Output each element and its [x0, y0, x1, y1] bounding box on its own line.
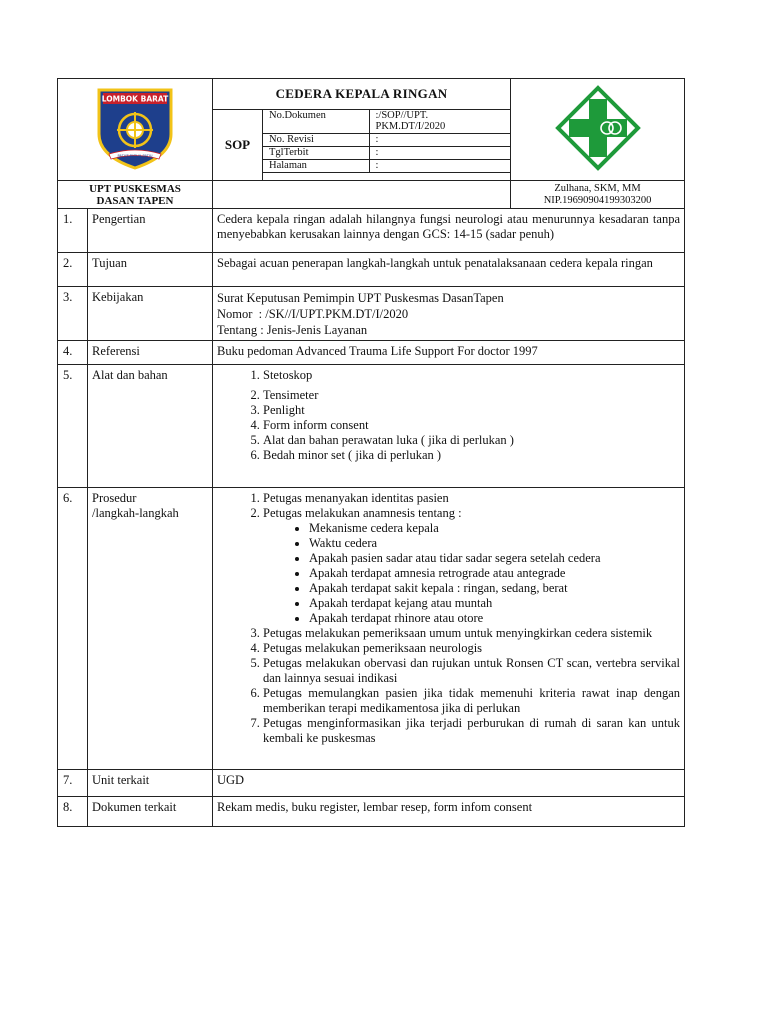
doc-info-value: :: [369, 160, 510, 173]
bullet-item: • Mekanisme cedera kepala: [309, 521, 680, 536]
procedure-step-text: Petugas melakukan anamnesis tentang :: [263, 506, 462, 520]
section-row: [58, 365, 685, 488]
procedure-step: 7. Petugas menginformasikan jika terjadi perburukan di rumah di saran kan untuk kembali ke puskesmas: [263, 716, 680, 746]
section-content: UGD: [213, 770, 685, 797]
section-number: 3.: [58, 287, 88, 341]
doc-info-table: [263, 110, 510, 173]
section-number: 2.: [58, 253, 88, 287]
bullet-item: • Apakah terdapat sakit kepala : ringan, sedang, berat: [309, 581, 680, 596]
section-row: [58, 287, 685, 341]
procedure-list: [217, 491, 680, 746]
section-label: Referensi: [88, 341, 213, 365]
doc-info-label: No.Dokumen: [263, 110, 369, 134]
section-label: Dokumen terkait: [88, 797, 213, 827]
procedure-step: [263, 506, 680, 626]
section-row: [58, 253, 685, 287]
section-label: Pengertian: [88, 209, 213, 253]
signer-nip: NIP.19690904199303200: [543, 194, 652, 206]
bullet-item: • Apakah terdapat amnesia retrograde atau antegrade: [309, 566, 680, 581]
blank-cell: [213, 181, 511, 209]
sop-label: SOP: [213, 110, 263, 181]
header-table: [57, 78, 685, 209]
section-row: [58, 488, 685, 770]
section-label: Kebijakan: [88, 287, 213, 341]
equipment-list: [217, 368, 680, 463]
section-content: Cedera kepala ringan adalah hilangnya fungsi neurologi atau menurunnya kesadaran tanpa menyebabkan kerusakan lainnya dengan GCS: 14-15 (sadar penuh): [213, 209, 685, 253]
section-number: 8.: [58, 797, 88, 827]
puskesmas-logo: [555, 85, 641, 171]
section-content: Buku pedoman Advanced Trauma Life Support For doctor 1997: [213, 341, 685, 365]
lombok-barat-logo: [95, 86, 175, 170]
procedure-step: 4. Petugas melakukan pemeriksaan neurologis: [263, 641, 680, 656]
procedure-step: 1. Petugas menanyakan identitas pasien: [263, 491, 680, 506]
org-line2: DASAN TAPEN: [96, 194, 174, 207]
section-row: [58, 797, 685, 827]
org-line1: UPT PUSKESMAS: [89, 182, 181, 195]
section-row: [58, 770, 685, 797]
document-title: CEDERA KEPALA RINGAN: [213, 79, 511, 110]
list-item: 1. Stetoskop: [263, 368, 680, 383]
bullet-item: • Waktu cedera: [309, 536, 680, 551]
section-content: Sebagai acuan penerapan langkah-langkah untuk penatalaksanaan cedera kepala ringan: [213, 253, 685, 287]
section-row: [58, 209, 685, 253]
section-content: [213, 365, 685, 488]
doc-info-value: :/SOP//UPT. PKM.DT/I/2020: [369, 110, 510, 134]
signer: [511, 181, 685, 209]
section-label: Unit terkait: [88, 770, 213, 797]
list-item: 6. Bedah minor set ( jika di perlukan ): [263, 448, 680, 463]
section-content: [213, 287, 685, 341]
signer-name: Zulhana, SKM, MM: [554, 182, 641, 194]
list-item: 5. Alat dan bahan perawatan luka ( jika di perlukan ): [263, 433, 680, 448]
procedure-step: 6. Petugas memulangkan pasien jika tidak memenuhi kriteria rawat inap dengan memberikan terapi medikamentosa jika di perlukan: [263, 686, 680, 716]
sop-body-table: [57, 208, 685, 827]
section-number: 7.: [58, 770, 88, 797]
section-number: 4.: [58, 341, 88, 365]
section-label: Alat dan bahan: [88, 365, 213, 488]
anamnesis-bullets: [263, 521, 680, 626]
policy-line: Surat Keputusan Pemimpin UPT Puskesmas DasanTapen: [217, 291, 504, 305]
org-name: [58, 181, 213, 209]
doc-info-value: :: [369, 134, 510, 147]
list-item: 3. Penlight: [263, 403, 680, 418]
doc-info-row: [263, 110, 510, 134]
procedure-step: 5. Petugas melakukan obervasi dan rujukan untuk Ronsen CT scan, vertebra servikal dan lainnya sesuai indikasi: [263, 656, 680, 686]
logo-text: LOMBOK BARAT: [101, 94, 169, 103]
section-label: Tujuan: [88, 253, 213, 287]
right-logo-cell: [511, 79, 685, 181]
doc-info-label: Halaman: [263, 160, 369, 173]
doc-info-row: [263, 134, 510, 147]
doc-info-row: [263, 160, 510, 173]
section-label: [88, 488, 213, 770]
section-number: 5.: [58, 365, 88, 488]
list-item: 2. Tensimeter: [263, 388, 680, 403]
bullet-item: • Apakah terdapat rhinore atau otore: [309, 611, 680, 626]
doc-info-label: TglTerbit: [263, 147, 369, 160]
left-logo-cell: [58, 79, 213, 181]
section-number: 6.: [58, 488, 88, 770]
section-content: [213, 488, 685, 770]
doc-info-row: [263, 147, 510, 160]
doc-info-cell: [263, 110, 511, 181]
sop-document: [57, 78, 684, 827]
section-label-line2: /langkah-langkah: [92, 506, 179, 520]
section-number: 1.: [58, 209, 88, 253]
policy-line: Tentang : Jenis-Jenis Layanan: [217, 323, 368, 337]
logo-motto: PATUT PATUH PATJU: [117, 153, 153, 158]
section-label-line1: Prosedur: [92, 491, 137, 505]
bullet-item: • Apakah terdapat kejang atau muntah: [309, 596, 680, 611]
policy-line: Nomor : /SK//I/UPT.PKM.DT/I/2020: [217, 307, 409, 321]
doc-info-value: :: [369, 147, 510, 160]
section-row: [58, 341, 685, 365]
list-item: 4. Form inform consent: [263, 418, 680, 433]
doc-info-label: No. Revisi: [263, 134, 369, 147]
section-content: Rekam medis, buku register, lembar resep, form infom consent: [213, 797, 685, 827]
procedure-step: 3. Petugas melakukan pemeriksaan umum untuk menyingkirkan cedera sistemik: [263, 626, 680, 641]
bullet-item: • Apakah pasien sadar atau tidar sadar segera setelah cedera: [309, 551, 680, 566]
